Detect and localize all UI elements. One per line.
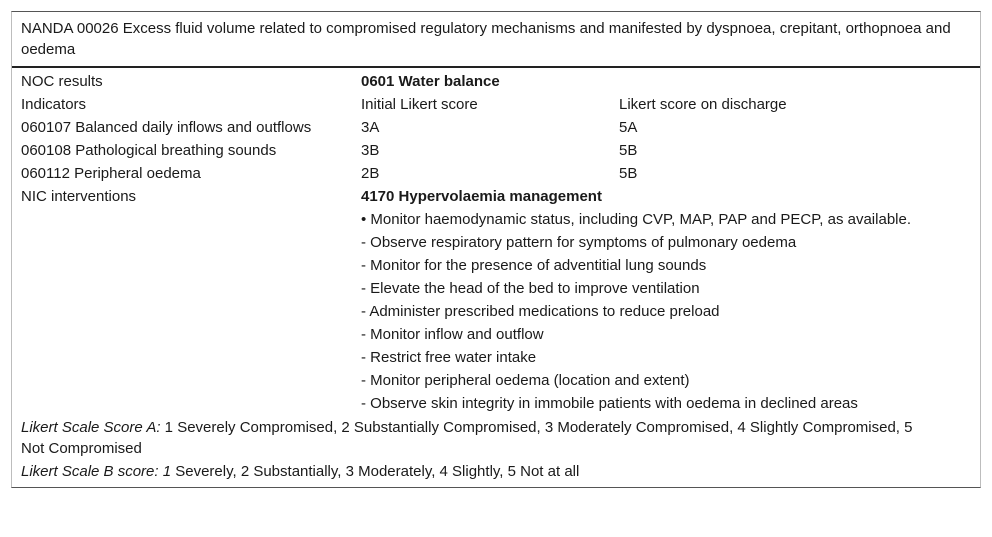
list-item: - Elevate the head of the bed to improve ventilation [361, 280, 700, 297]
list-item: - Observe skin integrity in immobile patients with oedema in declined areas [361, 395, 858, 412]
scale-a-label: Likert Scale Score A: [21, 419, 161, 436]
scale-b-text: Severely, 2 Substantially, 3 Moderately, 4 Slightly, 5 Not at all [171, 463, 580, 480]
indicator-name: 060107 Balanced daily inflows and outflows [21, 119, 312, 136]
indicator-discharge-score: 5B [619, 165, 638, 182]
indicator-discharge-score: 5B [619, 142, 638, 159]
footnote-scale-a [12, 416, 980, 460]
nic-title: 4170 Hypervolaemia management [361, 188, 602, 205]
nanda-diagnosis: NANDA 00026 Excess fluid volume related to compromised regulatory mechanisms and manifested by dyspnoea, crepitant, orthopnoea and oedema [12, 12, 980, 68]
list-item: - Monitor inflow and outflow [361, 326, 544, 343]
table-row [12, 116, 980, 139]
nic-content [352, 186, 980, 415]
indicator-name: 060112 Peripheral oedema [21, 165, 201, 182]
scale-a-text: 1 Severely Compromised, 2 Substantially Compromised, 3 Moderately Compromised, 4 Slightly Compromised, 5 Not Compromised [21, 419, 913, 457]
indicator-discharge-score: 5A [619, 119, 638, 136]
indicators-header: Indicators [21, 96, 87, 113]
table-body [12, 68, 980, 487]
list-item: • Monitor haemodynamic status, including CVP, MAP, PAP and PECP, as available. [361, 211, 911, 228]
table-row [12, 139, 980, 162]
initial-score-header: Initial Likert score [361, 96, 478, 113]
footnote-scale-b [12, 460, 980, 483]
indicator-initial-score: 3A [361, 119, 380, 136]
table-row [12, 162, 980, 185]
indicator-header-row [12, 93, 980, 116]
care-plan-table [11, 11, 981, 488]
indicator-name: 060108 Pathological breathing sounds [21, 142, 277, 159]
list-item: - Monitor peripheral oedema (location and extent) [361, 372, 690, 389]
noc-label: NOC results [21, 73, 103, 90]
nic-label: NIC interventions [21, 188, 137, 205]
nic-row [12, 185, 980, 416]
noc-title [352, 71, 980, 92]
discharge-score-header: Likert score on discharge [619, 96, 787, 113]
noc-row [12, 70, 980, 93]
list-item: - Observe respiratory pattern for symptoms of pulmonary oedema [361, 234, 797, 251]
indicator-initial-score: 3B [361, 142, 380, 159]
list-item: - Administer prescribed medications to reduce preload [361, 303, 720, 320]
list-item: - Monitor for the presence of adventitial lung sounds [361, 257, 707, 274]
indicator-initial-score: 2B [361, 165, 380, 182]
noc-title-text: 0601 Water balance [361, 73, 500, 90]
list-item: - Restrict free water intake [361, 349, 537, 366]
scale-b-label: Likert Scale B score: 1 [21, 463, 172, 480]
